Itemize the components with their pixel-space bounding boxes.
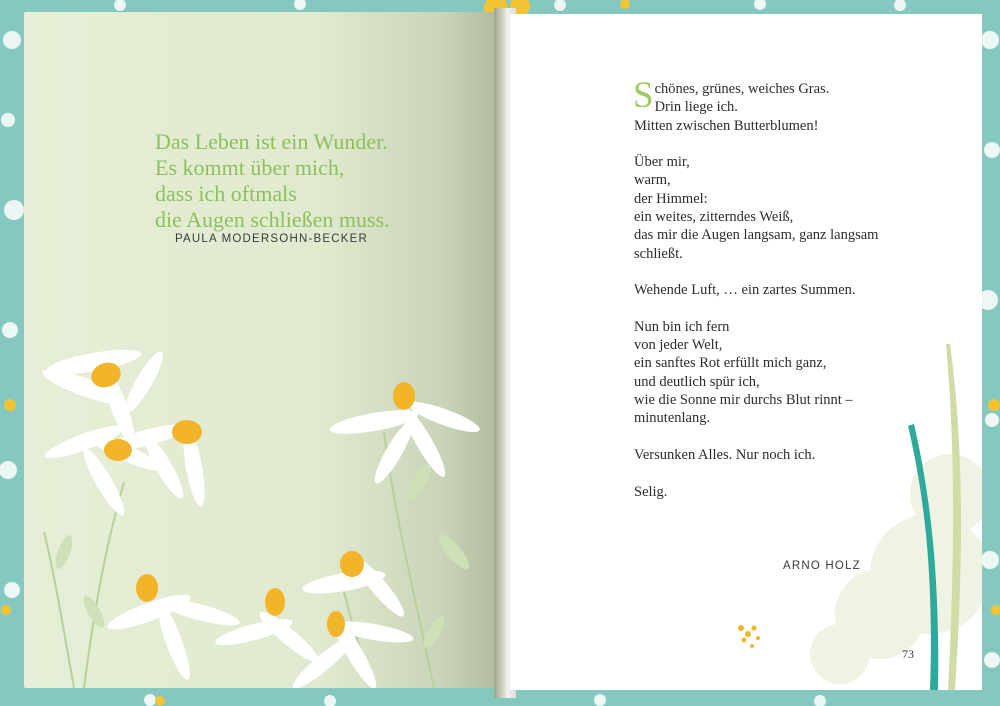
poem-stanza <box>634 153 964 263</box>
poem-line: Versunken Alles. Nur noch ich. <box>634 446 816 463</box>
daisy-illustration <box>24 12 502 688</box>
poem-line: und deutlich spür ich, <box>634 373 760 390</box>
poem-line: Wehende Luft, … ein zartes Summen. <box>634 282 856 299</box>
poem-line: Mitten zwischen Butterblumen! <box>634 117 819 134</box>
poem-line: wie die Sonne mir durchs Blut rinnt – <box>634 392 853 409</box>
poem-line: minutenlang. <box>634 410 711 427</box>
quote-line: die Augen schließen muss. <box>155 207 390 232</box>
daisy-flower <box>40 345 483 688</box>
poem-line: von jeder Welt, <box>634 337 723 354</box>
poem-line: Über mir, <box>634 154 690 171</box>
quote-line: Das Leben ist ein Wunder. <box>155 129 388 154</box>
poem-line: schließt. <box>634 245 683 262</box>
quote-block <box>155 129 390 233</box>
poem-line: ein weites, zitterndes Weiß, <box>634 209 794 226</box>
poem <box>633 75 964 519</box>
poem-line: Drin liege ich. <box>654 99 738 116</box>
poem-stanza <box>634 446 964 464</box>
poem-line: Nun bin ich fern <box>634 318 730 335</box>
poem-line: der Himmel: <box>634 190 708 207</box>
quote-line: Es kommt über mich, <box>155 155 345 180</box>
drop-cap: S <box>633 75 654 116</box>
page-number: 73 <box>902 647 914 661</box>
pollen-dots <box>738 625 760 648</box>
poem-author: ARNO HOLZ <box>783 560 861 572</box>
poem-line: chönes, grünes, weiches Gras. <box>654 81 830 97</box>
left-page <box>24 12 502 688</box>
quote-author: PAULA MODERSOHN-BECKER <box>175 233 368 245</box>
right-page <box>510 14 982 690</box>
poem-stanza <box>634 318 964 428</box>
quote-line: dass ich oftmals <box>155 181 297 206</box>
poem-line: Selig. <box>634 483 668 500</box>
poem-line: ein sanftes Rot erfüllt mich ganz, <box>634 355 827 372</box>
poem-line: das mir die Augen langsam, ganz langsam <box>634 227 879 244</box>
poem-stanza <box>633 75 964 135</box>
poem-stanza <box>634 281 964 299</box>
poem-line: warm, <box>634 172 671 189</box>
poem-stanza <box>634 483 964 501</box>
